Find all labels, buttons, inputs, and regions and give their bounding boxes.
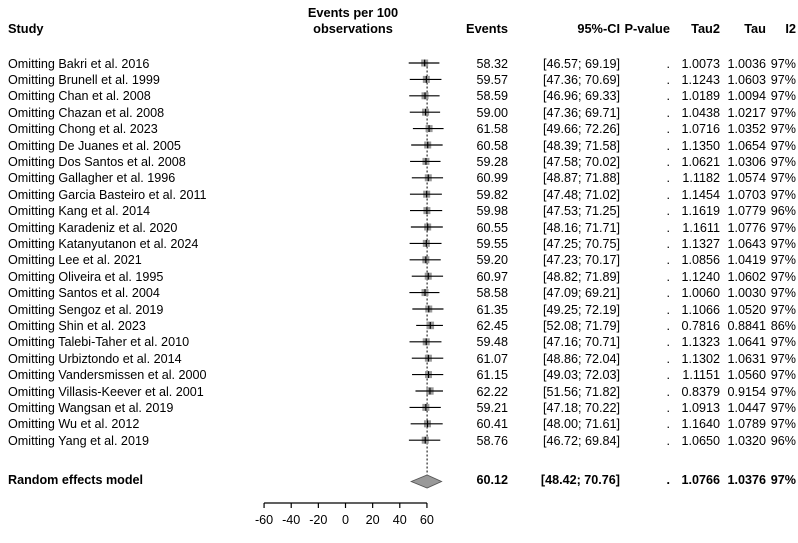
- row-tau2: 0.8379: [681, 384, 720, 399]
- row-tau2: 1.1243: [681, 72, 720, 87]
- row-ci: [47.58; 70.02]: [542, 154, 620, 169]
- row-i2: 97%: [770, 220, 796, 235]
- row-ci: [47.25; 70.75]: [542, 236, 620, 251]
- row-ci: [47.16; 70.71]: [542, 335, 620, 350]
- row-ci: [47.18; 70.22]: [542, 400, 620, 415]
- row-events: 59.48: [476, 335, 508, 350]
- x-axis: [264, 503, 427, 508]
- row-tau: 1.0520: [727, 302, 766, 317]
- row-tau: 1.0603: [727, 72, 766, 87]
- row-study-label: Omitting Chong et al. 2023: [8, 122, 158, 137]
- row-tau: 1.0306: [727, 154, 766, 169]
- row-study-label: Omitting Brunell et al. 1999: [8, 72, 160, 87]
- row-events: 60.58: [476, 138, 508, 153]
- column-header-study: Study: [8, 21, 44, 36]
- row-pvalue: .: [666, 72, 670, 87]
- row-tau2: 1.0438: [681, 105, 720, 120]
- row-tau: 1.0776: [727, 220, 766, 235]
- table-row: [0, 418, 798, 434]
- row-ci: [47.53; 71.25]: [542, 204, 620, 219]
- row-tau2: 1.1151: [682, 368, 720, 383]
- row-i2: 97%: [770, 368, 796, 383]
- column-header-tau: Tau: [744, 21, 766, 36]
- row-tau: 1.0094: [727, 89, 766, 104]
- summary-row: [0, 474, 798, 490]
- row-tau: 1.0602: [727, 269, 766, 284]
- row-tau: 1.0447: [727, 400, 766, 415]
- row-tau: 0.8841: [727, 318, 766, 333]
- row-tau: 1.0030: [727, 286, 766, 301]
- axis-tick-label: 0: [341, 513, 349, 527]
- row-pvalue: .: [666, 318, 670, 333]
- row-pvalue: .: [666, 302, 670, 317]
- row-i2: 97%: [770, 171, 796, 186]
- row-pvalue: .: [666, 368, 670, 383]
- row-events: 59.55: [476, 236, 508, 251]
- row-i2: 97%: [770, 253, 796, 268]
- row-i2: 86%: [770, 318, 796, 333]
- table-row: [0, 189, 798, 205]
- row-study-label: Omitting Santos et al. 2004: [8, 286, 160, 301]
- row-tau: 1.0631: [727, 351, 766, 366]
- table-row: [0, 156, 798, 172]
- row-i2: 97%: [770, 56, 796, 71]
- row-i2: 96%: [770, 433, 796, 448]
- row-pvalue: .: [666, 269, 670, 284]
- row-ci: [46.72; 69.84]: [542, 433, 620, 448]
- axis-tick-label: 60: [419, 513, 434, 527]
- row-ci: [47.36; 69.71]: [542, 105, 620, 120]
- column-header-events: Events: [466, 21, 508, 36]
- row-study-label: Omitting Kang et al. 2014: [8, 204, 151, 219]
- row-ci: [51.56; 71.82]: [542, 384, 620, 399]
- summary-events: 60.12: [476, 473, 508, 487]
- summary-pvalue: .: [666, 473, 670, 487]
- table-row: [0, 238, 798, 254]
- row-i2: 97%: [770, 236, 796, 251]
- row-i2: 97%: [770, 269, 796, 284]
- row-ci: [46.96; 69.33]: [542, 89, 620, 104]
- table-row: [0, 140, 798, 156]
- row-events: 58.59: [476, 89, 508, 104]
- row-pvalue: .: [666, 220, 670, 235]
- summary-tau: 1.0376: [727, 473, 766, 487]
- row-tau2: 1.0189: [681, 89, 720, 104]
- row-events: 60.97: [476, 269, 508, 284]
- row-events: 60.55: [476, 220, 508, 235]
- row-pvalue: .: [666, 154, 670, 169]
- row-tau2: 0.7816: [681, 318, 720, 333]
- row-ci: [48.86; 72.04]: [542, 351, 620, 366]
- row-tau2: 1.1323: [681, 335, 720, 350]
- column-header-pvalue: P-value: [624, 21, 670, 36]
- row-study-label: Omitting Wu et al. 2012: [8, 417, 140, 432]
- row-ci: [52.08; 71.79]: [542, 318, 620, 333]
- row-events: 59.57: [476, 72, 508, 87]
- axis-tick-label: 40: [392, 513, 407, 527]
- row-events: 61.35: [476, 302, 508, 317]
- table-row: [0, 435, 798, 451]
- row-tau2: 1.0913: [681, 400, 720, 415]
- row-study-label: Omitting Chazan et al. 2008: [8, 105, 165, 120]
- row-ci: [49.66; 72.26]: [542, 122, 620, 137]
- row-pvalue: .: [666, 56, 670, 71]
- summary-label: Random effects model: [8, 473, 144, 487]
- table-row: [0, 304, 798, 320]
- table-row: [0, 74, 798, 90]
- row-ci: [47.48; 71.02]: [542, 187, 620, 202]
- row-events: 59.98: [476, 204, 508, 219]
- row-tau: 1.0779: [727, 204, 766, 219]
- row-i2: 97%: [770, 351, 796, 366]
- table-row: [0, 123, 798, 139]
- row-tau: 1.0643: [727, 236, 766, 251]
- row-i2: 97%: [770, 286, 796, 301]
- row-tau: 1.0419: [727, 253, 766, 268]
- row-tau: 1.0789: [727, 417, 766, 432]
- events-per-100-line1: Events per 100: [307, 5, 399, 20]
- row-tau2: 1.1240: [681, 269, 720, 284]
- row-pvalue: .: [666, 286, 670, 301]
- row-study-label: Omitting De Juanes et al. 2005: [8, 138, 181, 153]
- table-row: [0, 336, 798, 352]
- row-pvalue: .: [666, 105, 670, 120]
- row-pvalue: .: [666, 171, 670, 186]
- row-study-label: Omitting Bakri et al. 2016: [8, 56, 150, 71]
- row-events: 58.76: [476, 433, 508, 448]
- table-row: [0, 287, 798, 303]
- table-row: [0, 386, 798, 402]
- row-events: 59.21: [476, 400, 508, 415]
- row-ci: [47.23; 70.17]: [542, 253, 620, 268]
- row-study-label: Omitting Gallagher et al. 1996: [8, 171, 176, 186]
- row-i2: 97%: [770, 400, 796, 415]
- table-row: [0, 172, 798, 188]
- table-row: [0, 58, 798, 74]
- row-events: 61.15: [476, 368, 508, 383]
- row-ci: [48.82; 71.89]: [542, 269, 620, 284]
- row-tau: 1.0036: [727, 56, 766, 71]
- summary-ci: [48.42; 70.76]: [540, 473, 620, 487]
- table-row: [0, 90, 798, 106]
- row-i2: 97%: [770, 138, 796, 153]
- row-i2: 97%: [770, 122, 796, 137]
- row-tau2: 1.1327: [681, 236, 720, 251]
- axis-tick-label: -60: [254, 513, 274, 527]
- row-ci: [49.03; 72.03]: [542, 368, 620, 383]
- row-tau: 1.0217: [727, 105, 766, 120]
- row-events: 60.99: [476, 171, 508, 186]
- row-i2: 96%: [770, 204, 796, 219]
- row-ci: [48.87; 71.88]: [542, 171, 620, 186]
- row-events: 59.82: [476, 187, 508, 202]
- table-row: [0, 271, 798, 287]
- row-tau: 1.0320: [727, 433, 766, 448]
- table-row: [0, 402, 798, 418]
- row-i2: 97%: [770, 417, 796, 432]
- row-i2: 97%: [770, 335, 796, 350]
- row-tau2: 1.0621: [681, 154, 720, 169]
- row-study-label: Omitting Wangsan et al. 2019: [8, 400, 174, 415]
- row-pvalue: .: [666, 335, 670, 350]
- row-tau2: 1.0716: [681, 122, 720, 137]
- table-row: [0, 205, 798, 221]
- row-tau: 1.0352: [727, 122, 766, 137]
- row-events: 60.41: [476, 417, 508, 432]
- row-i2: 97%: [770, 89, 796, 104]
- row-tau2: 1.1182: [682, 171, 720, 186]
- row-tau2: 1.1066: [681, 302, 720, 317]
- row-study-label: Omitting Garcia Basteiro et al. 2011: [8, 187, 207, 202]
- row-i2: 97%: [770, 302, 796, 317]
- column-header-i2: I2: [785, 21, 796, 36]
- axis-tick-label: -40: [282, 513, 301, 527]
- row-tau2: 1.0060: [681, 286, 720, 301]
- row-pvalue: .: [666, 417, 670, 432]
- row-tau2: 1.1619: [681, 204, 720, 219]
- row-i2: 97%: [770, 72, 796, 87]
- row-study-label: Omitting Urbiztondo et al. 2014: [8, 351, 182, 366]
- row-i2: 97%: [770, 154, 796, 169]
- row-ci: [49.25; 72.19]: [542, 302, 620, 317]
- row-i2: 97%: [770, 187, 796, 202]
- summary-i2: 97%: [770, 473, 796, 487]
- row-study-label: Omitting Katanyutanon et al. 2024: [8, 236, 199, 251]
- row-events: 58.32: [476, 56, 508, 71]
- table-row: [0, 107, 798, 123]
- row-ci: [48.16; 71.71]: [542, 220, 620, 235]
- table-row: [0, 254, 798, 270]
- row-tau: 1.0654: [727, 138, 766, 153]
- row-events: 58.58: [476, 286, 508, 301]
- row-events: 61.07: [476, 351, 508, 366]
- summary-tau2: 1.0766: [681, 473, 720, 487]
- row-ci: [47.36; 70.69]: [542, 72, 620, 87]
- row-tau: 1.0560: [727, 368, 766, 383]
- column-header-tau2: Tau2: [691, 21, 720, 36]
- row-study-label: Omitting Villasis-Keever et al. 2001: [8, 384, 204, 399]
- row-i2: 97%: [770, 384, 796, 399]
- table-row: [0, 222, 798, 238]
- row-tau: 1.0703: [727, 187, 766, 202]
- row-events: 62.22: [476, 384, 508, 399]
- row-pvalue: .: [666, 253, 670, 268]
- row-pvalue: .: [666, 187, 670, 202]
- row-events: 62.45: [476, 318, 508, 333]
- row-tau: 1.0574: [727, 171, 766, 186]
- row-events: 59.28: [476, 154, 508, 169]
- row-tau2: 1.0856: [681, 253, 720, 268]
- row-tau: 0.9154: [727, 384, 766, 399]
- row-study-label: Omitting Vandersmissen et al. 2000: [8, 368, 207, 383]
- row-events: 59.00: [476, 105, 508, 120]
- axis-tick-label: 20: [365, 513, 380, 527]
- row-pvalue: .: [666, 122, 670, 137]
- row-events: 61.58: [476, 122, 508, 137]
- row-study-label: Omitting Lee et al. 2021: [8, 253, 142, 268]
- row-ci: [46.57; 69.19]: [542, 56, 620, 71]
- row-tau2: 1.1350: [681, 138, 720, 153]
- row-pvalue: .: [666, 236, 670, 251]
- row-tau2: 1.0650: [681, 433, 720, 448]
- row-study-label: Omitting Chan et al. 2008: [8, 89, 151, 104]
- row-study-label: Omitting Yang et al. 2019: [8, 433, 149, 448]
- table-row: [0, 353, 798, 369]
- row-study-label: Omitting Oliveira et al. 1995: [8, 269, 164, 284]
- row-ci: [48.00; 71.61]: [542, 417, 620, 432]
- events-per-100-line2: observations: [313, 20, 393, 36]
- row-pvalue: .: [666, 204, 670, 219]
- row-events: 59.20: [476, 253, 508, 268]
- row-study-label: Omitting Talebi-Taher et al. 2010: [8, 335, 190, 350]
- row-tau2: 1.0073: [681, 56, 720, 71]
- row-pvalue: .: [666, 433, 670, 448]
- column-header-events-per-100: [268, 5, 438, 36]
- row-study-label: Omitting Shin et al. 2023: [8, 318, 146, 333]
- row-pvalue: .: [666, 384, 670, 399]
- axis-tick-label: -20: [309, 513, 328, 527]
- row-study-label: Omitting Dos Santos et al. 2008: [8, 154, 186, 169]
- row-tau: 1.0641: [727, 335, 766, 350]
- table-row: [0, 369, 798, 385]
- row-tau2: 1.1640: [681, 417, 720, 432]
- row-study-label: Omitting Sengoz et al. 2019: [8, 302, 164, 317]
- row-tau2: 1.1454: [681, 187, 720, 202]
- row-ci: [47.09; 69.21]: [542, 286, 620, 301]
- row-pvalue: .: [666, 400, 670, 415]
- row-i2: 97%: [770, 105, 796, 120]
- row-pvalue: .: [666, 138, 670, 153]
- row-tau2: 1.1611: [682, 220, 720, 235]
- table-row: [0, 320, 798, 336]
- row-pvalue: .: [666, 351, 670, 366]
- column-header-ci: 95%-CI: [577, 21, 620, 36]
- row-ci: [48.39; 71.58]: [542, 138, 620, 153]
- row-study-label: Omitting Karadeniz et al. 2020: [8, 220, 178, 235]
- row-pvalue: .: [666, 89, 670, 104]
- row-tau2: 1.1302: [681, 351, 720, 366]
